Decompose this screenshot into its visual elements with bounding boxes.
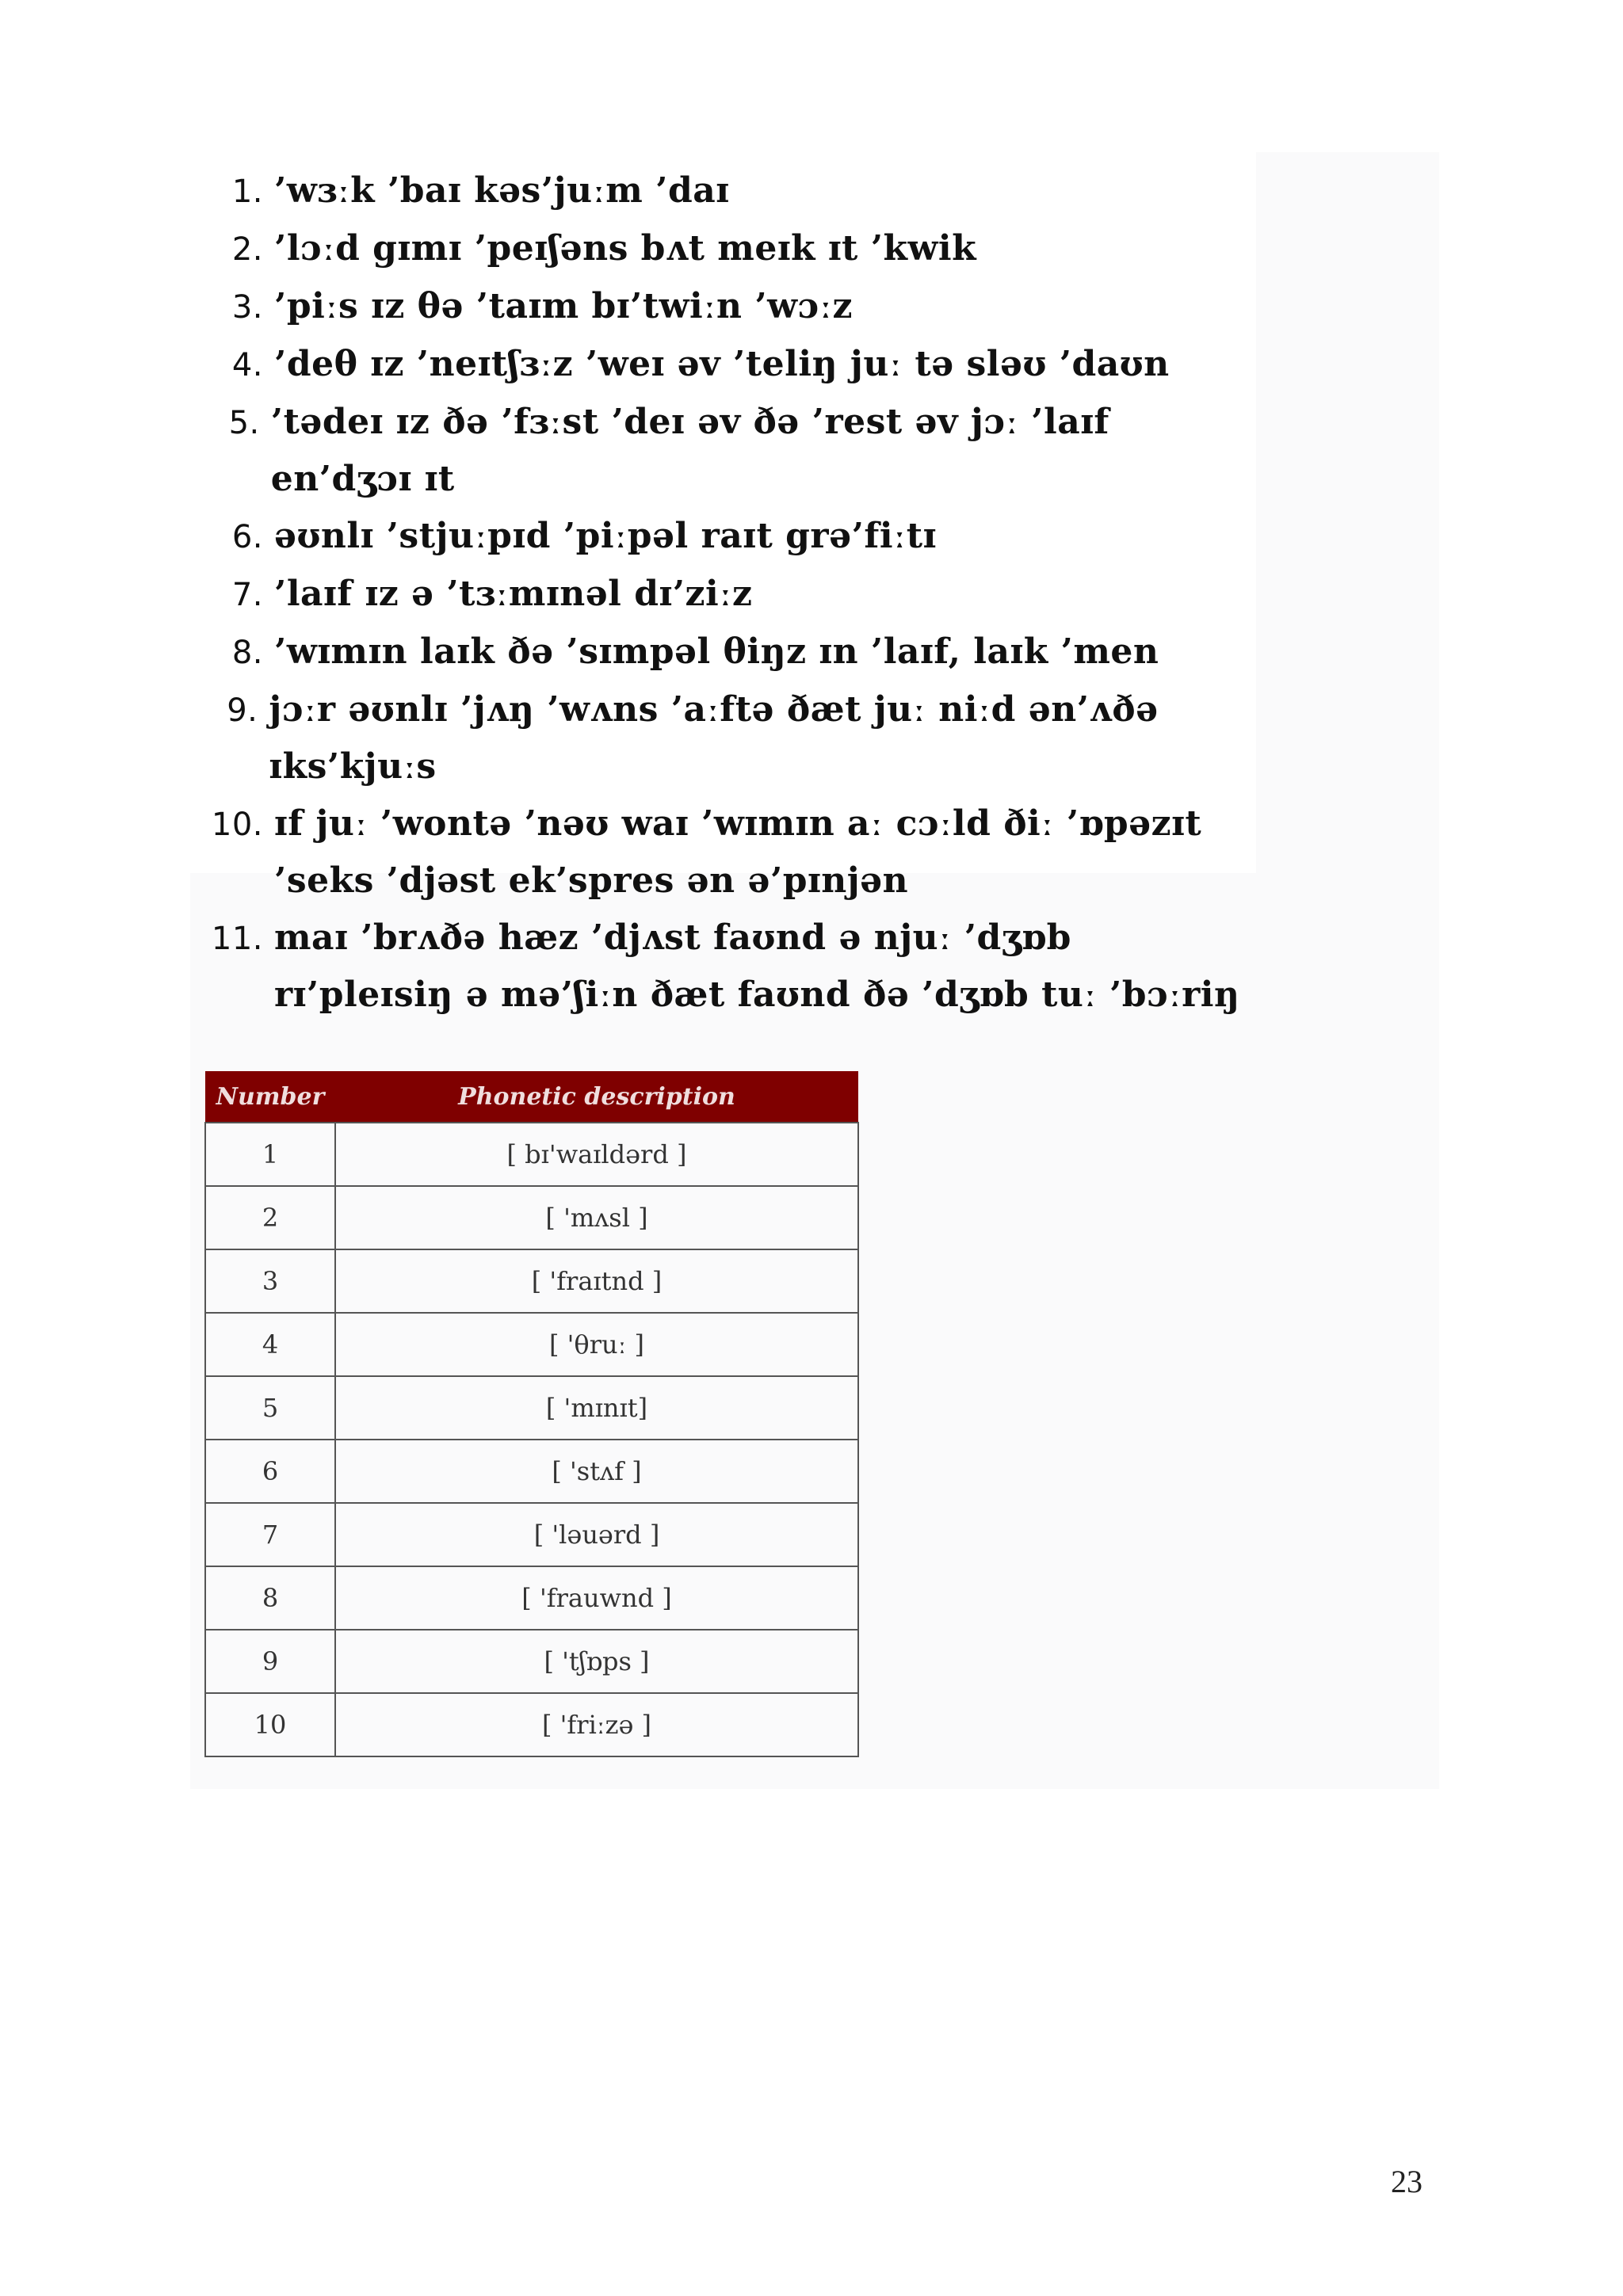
table-row <box>205 1566 858 1630</box>
row-number-cell: 9 <box>205 1630 335 1693</box>
sentence-line: ’wɪmɪn laɪk ðə ’sɪmpəl θiŋz ɪn ’laɪf, laɪk ’men <box>274 631 1159 672</box>
sentence-item <box>198 162 1252 220</box>
sentence-text <box>274 220 976 277</box>
sentence-number: 3. <box>231 289 263 326</box>
sentence-item <box>198 566 1252 624</box>
row-number-cell: 2 <box>205 1186 335 1249</box>
table-row <box>205 1376 858 1440</box>
phonetic-cell: [ bɪ'waɪldərd ] <box>335 1123 858 1186</box>
sentence-item <box>198 910 1252 1024</box>
sentence-text <box>274 795 1201 910</box>
table-row <box>205 1186 858 1249</box>
sentence-number: 7. <box>231 577 263 613</box>
sentence-number: 9. <box>227 692 258 729</box>
row-number-cell: 8 <box>205 1566 335 1630</box>
sentence-line: əʊnlɪ ’stjuːpɪd ’piːpəl raɪt grə’fiːtɪ <box>274 516 937 556</box>
sentence-line: ’lɔːd gɪmɪ ’peɪʃəns bʌt meɪk ɪt ’kwik <box>274 228 977 269</box>
sentence-number: 5. <box>228 405 260 441</box>
phonetic-cell: [ 'stʌf ] <box>335 1440 858 1503</box>
sentence-item <box>198 795 1252 910</box>
sentence-number: 4. <box>231 347 263 383</box>
sentence-item <box>198 508 1252 566</box>
row-number-cell: 6 <box>205 1440 335 1503</box>
table-row <box>205 1123 858 1186</box>
phonetic-cell: [ 'frauwnd ] <box>335 1566 858 1630</box>
phonetic-cell: [ 'ləuərd ] <box>335 1503 858 1566</box>
row-number-cell: 4 <box>205 1313 335 1376</box>
sentence-number: 6. <box>231 519 263 555</box>
sentence-line: ’laɪf ɪz ə ’tɜːmɪnəl dɪ’ziːz <box>274 574 753 614</box>
sentence-item <box>198 624 1252 681</box>
sentence-line: ɪf juː ’wontə ’nəʊ waɪ ’wɪmɪn aː cɔːld ðiː ’ɒpəzɪt <box>274 803 1202 844</box>
sentence-line: ’deθ ɪz ’neɪtʃɜːz ’weɪ əv ’teliŋ juː tə sləʊ ’daʊn <box>274 344 1170 384</box>
sentence-line: ’tədeɪ ɪz ðə ’fɜːst ’deɪ əv ðə ’rest əv jɔː ’laɪf en’dʒɔɪ ɪt <box>270 402 1109 499</box>
sentence-number: 11. <box>211 921 263 957</box>
sentence-line: maɪ ’brʌðə hæz ’djʌst faʊnd ə njuː ’dʒɒb <box>274 917 1071 958</box>
sentence-number: 1. <box>231 174 263 210</box>
row-number-cell: 3 <box>205 1249 335 1313</box>
sentence-number: 8. <box>231 635 263 671</box>
page-number: 23 <box>1391 2164 1423 2199</box>
sentence-text <box>274 566 752 623</box>
sentence-line: ’piːs ɪz θə ’taɪm bɪ’twiːn ’wɔːz <box>274 286 854 326</box>
sentence-item <box>198 336 1252 394</box>
table-row <box>205 1440 858 1503</box>
phonetic-cell: [ 'mʌsl ] <box>335 1186 858 1249</box>
phonetic-cell: [ 'tʃɒps ] <box>335 1630 858 1693</box>
row-number-cell: 5 <box>205 1376 335 1440</box>
table-row <box>205 1693 858 1756</box>
phonetic-cell: [ 'friːzə ] <box>335 1693 858 1756</box>
sentence-line: jɔːr əʊnlɪ ’jʌŋ ’wʌns ’aːftə ðæt juː niːd ən’ʌðə ɪks’kjuːs <box>269 689 1159 787</box>
row-number-cell: 1 <box>205 1123 335 1186</box>
table-row <box>205 1249 858 1313</box>
row-number-cell: 10 <box>205 1693 335 1756</box>
sentence-line: ’seks ’djəst ek’spres ən ə’pɪnjən <box>274 860 909 901</box>
sentence-number: 2. <box>231 231 263 268</box>
sentence-item <box>198 220 1252 278</box>
sentence-text <box>274 336 1170 393</box>
sentence-text <box>274 624 1159 681</box>
phonetic-cell: [ 'mɪnɪt] <box>335 1376 858 1440</box>
sentence-text <box>271 394 1252 508</box>
transcription-list <box>198 162 1252 1024</box>
header-phonetic-description: Phonetic description <box>335 1071 858 1123</box>
sentence-line: rɪ’pleɪsiŋ ə mə’ʃiːn ðæt faʊnd ðə ’dʒɒb tuː ’bɔːriŋ <box>274 974 1240 1015</box>
phonetic-cell: [ 'θruː ] <box>335 1313 858 1376</box>
table-row <box>205 1630 858 1693</box>
header-number: Number <box>205 1071 335 1123</box>
sentence-text <box>274 910 1239 1024</box>
phonetic-table <box>204 1071 859 1757</box>
sentence-text <box>274 278 853 335</box>
sentence-line: ’wɜːk ’baɪ kəs’juːm ’daɪ <box>274 170 730 211</box>
table-row <box>205 1503 858 1566</box>
table-header-row <box>205 1071 858 1123</box>
table-row <box>205 1313 858 1376</box>
row-number-cell: 7 <box>205 1503 335 1566</box>
sentence-text <box>274 508 937 565</box>
sentence-item <box>198 681 1252 795</box>
sentence-number: 10. <box>211 807 263 843</box>
sentence-item <box>198 278 1252 336</box>
sentence-text <box>274 162 729 219</box>
phonetic-cell: [ 'fraɪtnd ] <box>335 1249 858 1313</box>
table-body <box>205 1123 858 1756</box>
sentence-item <box>198 394 1252 508</box>
sentence-text <box>269 681 1252 795</box>
